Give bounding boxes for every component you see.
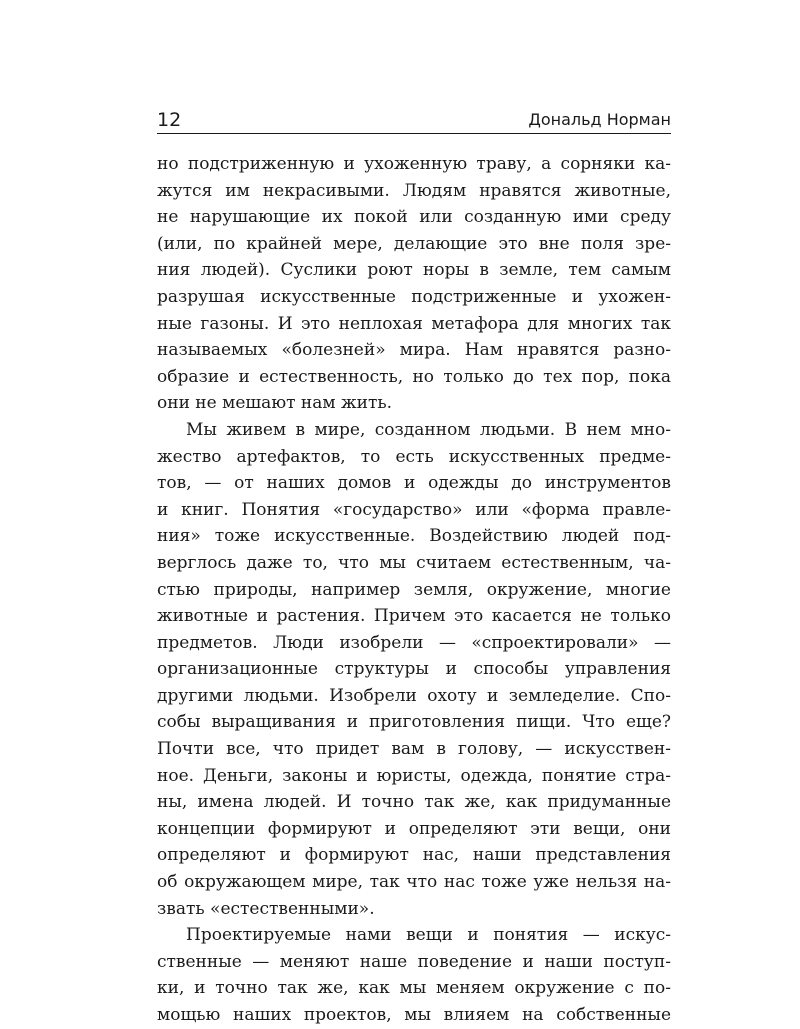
body-text (157, 151, 671, 1029)
text-line: (или, по крайней мере, делающие это вне поля зре- (157, 233, 671, 254)
text-line: животные и растения. Причем это касается не только (157, 606, 671, 627)
text-line: стью природы, например земля, окружение, многие (157, 579, 671, 600)
page-number: 12 (157, 109, 182, 131)
book-author: Дональд Норман (528, 110, 671, 129)
text-line: Почти все, что придет вам в голову, — искусствен- (157, 739, 671, 760)
text-line: мощью наших проектов, мы влияем на собственные (157, 1005, 671, 1025)
text-line: об окружающем мире, так что нас тоже уже нельзя на- (157, 872, 671, 893)
text-line: ные газоны. И это неплохая метафора для многих так (157, 313, 671, 334)
paragraph-first-line: Проектируемые нами вещи и понятия — искус- (186, 925, 671, 946)
text-line: образие и естественность, но только до тех пор, пока (157, 366, 671, 387)
text-line: разрушая искусственные подстриженные и ухожен- (157, 286, 671, 307)
text-line: ния людей). Суслики роют норы в земле, тем самым (157, 260, 671, 281)
text-line: тов, — от наших домов и одежды до инструментов (157, 473, 671, 494)
header-rule (157, 133, 671, 134)
text-line: концепции формируют и определяют эти вещи, они (157, 818, 671, 839)
text-line: организационные структуры и способы управления (157, 659, 671, 680)
text-line: верглось даже то, что мы считаем естественным, ча- (157, 552, 671, 573)
text-line: собы выращивания и приготовления пищи. Что еще? (157, 712, 671, 733)
text-line: называемых «болезней» мира. Нам нравятся разно- (157, 340, 671, 361)
paragraph-end-line: звать «естественными». (157, 898, 375, 919)
text-line: жутся им некрасивыми. Людям нравятся животные, (157, 180, 671, 201)
text-line: жество артефактов, то есть искусственных предме- (157, 446, 671, 467)
text-line: ны, имена людей. И точно так же, как придуманные (157, 792, 671, 813)
text-line: и книг. Понятия «государство» или «форма правле- (157, 499, 671, 520)
text-line: но подстриженную и ухоженную траву, а сорняки ка- (157, 154, 671, 174)
running-header (157, 108, 671, 132)
text-line: ки, и точно так же, как мы меняем окружение с по- (157, 978, 671, 999)
text-line: предметов. Люди изобрели — «спроектировали» — (157, 632, 671, 653)
text-line: ственные — меняют наше поведение и наши поступ- (157, 951, 671, 972)
paragraph-end-line: они не мешают нам жить. (157, 393, 393, 414)
text-line: другими людьми. Изобрели охоту и земледелие. Спо- (157, 685, 671, 706)
text-line: ния» тоже искусственные. Воздействию людей под- (157, 526, 671, 547)
text-line: не нарушающие их покой или созданную ими среду (157, 207, 671, 228)
text-line: определяют и формируют нас, наши представления (157, 845, 671, 866)
paragraph-first-line: Мы живем в мире, созданном людьми. В нем мно- (186, 419, 671, 440)
text-line: ное. Деньги, законы и юристы, одежда, понятие стра- (157, 765, 671, 786)
